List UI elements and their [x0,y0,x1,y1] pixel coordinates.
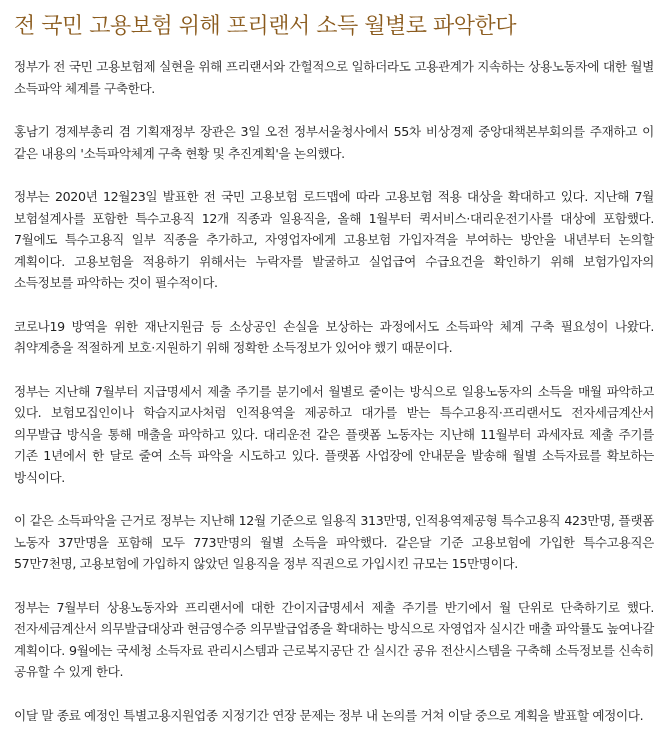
article-paragraph-7: 정부는 7월부터 상용노동자와 프리랜서에 대한 간이지급명세서 제출 주기를 반기에서 월 단위로 단축하기로 했다. 전자세금계산서 의무발급대상과 현금영수증 의무발급업종을 확대하는 방식으로 자영업자 실시간 매출 파악률도 높여나갈 계획이다. 9월에는 국세청 소득자료 관리시스템과 근로복지공단 간 실시간 공유 전산시스템을 구축해 소득정보를 신속히 공유할 수 있게 한다. [14,599,654,679]
article-paragraph-6: 이 같은 소득파악을 근거로 정부는 지난해 12월 기준으로 일용직 313만명, 인적용역제공형 특수고용직 423만명, 플랫폼 노동자 37만명을 포함해 모두 773만명의 월별 소득을 파악했다. 같은달 기준 고용보험에 가입한 특수고용직은 57만7천명, 고용보험에 가입하지 않았던 일용직을 정부 직권으로 가입시킨 규모는 15만명이다. [14,513,654,571]
article-paragraph-8: 이달 말 종료 예정인 특별고용지원업종 지정기간 연장 문제는 정부 내 논의를 거쳐 이달 중으로 계획을 발표할 예정이다. [14,707,644,723]
article-title: 전 국민 고용보험 위해 프리랜서 소득 월별로 파악한다 [14,14,516,39]
article-paragraph-3: 정부는 2020년 12월23일 발표한 전 국민 고용보험 로드맵에 따라 고용보험 적용 대상을 확대하고 있다. 지난해 7월 보험설계사를 포함한 특수고용직 12개 직종과 일용직을, 올해 1월부터 퀵서비스·대리운전기사를 대상에 포함했다. 7월에도 특수고용직 일부 직종을 추가하고, 자영업자에게 고용보험 가입자격을 부여하는 방안을 내년부터 논의할 계획이다. 고용보험을 적용하기 위해서는 누락자를 발굴하고 실업급여 수급요건을 확인하기 위해 보험가입자의 소득정보를 파악하는 것이 필수적이다. [14,189,654,290]
article-paragraph-1: 정부가 전 국민 고용보험제 실현을 위해 프리랜서와 간헐적으로 일하더라도 고용관계가 지속하는 상용노동자에 대한 월별 소득파악 체계를 구축한다. [14,59,654,96]
article-paragraph-5: 정부는 지난해 7월부터 지급명세서 제출 주기를 분기에서 월별로 줄이는 방식으로 일용노동자의 소득을 매월 파악하고 있다. 보험모집인이나 학습지교사처럼 인적용역을 제공하고 대가를 받는 특수고용직·프리랜서도 전자세금계산서 의무발급 방식을 통해 매출을 파악하고 있다. 대리운전 같은 플랫폼 노동자는 지난해 11월부터 과세자료 제출 주기를 기존 1년에서 한 달로 줄여 소득 파악을 시도하고 있다. 플랫폼 사업장에 안내문을 발송해 월별 소득자료를 확보하는 방식이다. [14,383,654,485]
article-paragraph-2: 홍남기 경제부총리 겸 기획재정부 장관은 3일 오전 정부서울청사에서 55차 비상경제 중앙대책본부회의를 주재하고 이 같은 내용의 '소득파악체계 구축 현황 및 추진계획'을 논의했다. [14,124,654,161]
article-paragraph-4: 코로나19 방역을 위한 재난지원금 등 소상공인 손실을 보상하는 과정에서도 소득파악 체계 구축 필요성이 나왔다. 취약계층을 적절하게 보호·지원하기 위해 정확한 소득정보가 있어야 했기 때문이다. [14,318,654,355]
